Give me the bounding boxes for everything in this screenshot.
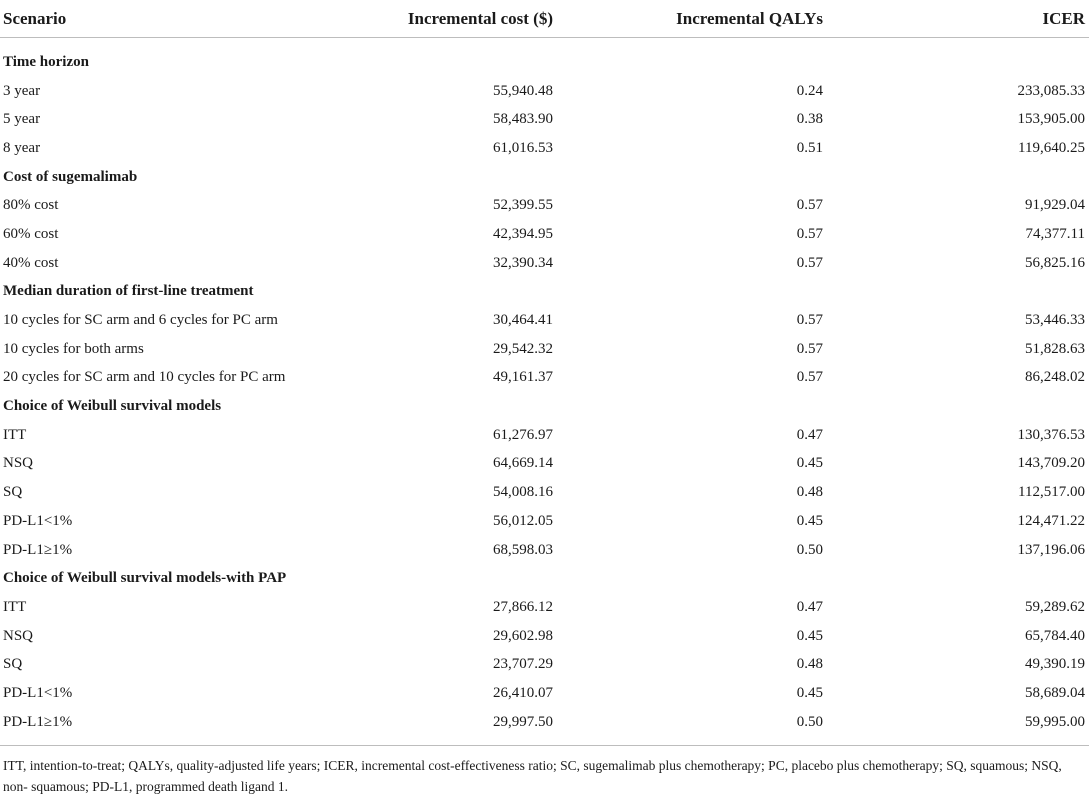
table-row (0, 335, 1089, 364)
cell-scenario: SQ (3, 484, 23, 501)
cell-icer: 59,289.62 (1025, 598, 1085, 615)
cell-incremental-cost: 58,483.90 (493, 111, 553, 128)
cell-incremental-qalys: 0.51 (796, 139, 823, 156)
cell-scenario: NSQ (3, 627, 34, 644)
cell-incremental-qalys: 0.45 (796, 684, 823, 701)
cell-scenario: ITT (3, 426, 27, 443)
cell-incremental-qalys: 0.45 (796, 455, 823, 472)
cell-scenario: 8 year (3, 139, 41, 156)
cell-incremental-qalys: 0.47 (796, 598, 823, 615)
cell-scenario: 10 cycles for SC arm and 6 cycles for PC arm (3, 312, 278, 329)
cell-scenario: ITT (3, 598, 27, 615)
cell-scenario: 10 cycles for both arms (3, 340, 144, 357)
cell-scenario: PD-L1<1% (3, 684, 73, 701)
cell-incremental-qalys: 0.57 (796, 197, 823, 214)
table-row (0, 249, 1089, 278)
cell-incremental-qalys: 0.45 (796, 512, 823, 529)
cell-scenario: 80% cost (3, 197, 59, 214)
cell-icer: 112,517.00 (1018, 484, 1085, 501)
cell-incremental-qalys: 0.57 (796, 312, 823, 329)
cell-incremental-cost: 68,598.03 (493, 541, 553, 558)
cell-incremental-qalys: 0.57 (796, 340, 823, 357)
cell-scenario: 60% cost (3, 225, 59, 242)
table-row (0, 191, 1089, 220)
cell-incremental-qalys: 0.24 (796, 82, 823, 99)
table-row (0, 220, 1089, 249)
cell-incremental-cost: 32,390.34 (493, 254, 553, 271)
section-title: Median duration of first-line treatment (3, 283, 254, 300)
cell-incremental-qalys: 0.45 (796, 627, 823, 644)
section-header-row (0, 564, 1089, 593)
section-header-row (0, 38, 1089, 77)
cell-icer: 130,376.53 (1017, 426, 1085, 443)
table-row (0, 306, 1089, 335)
section-title: Choice of Weibull survival models-with PAP (3, 570, 287, 587)
cell-incremental-qalys: 0.57 (796, 369, 823, 386)
table-row (0, 536, 1089, 565)
cell-incremental-cost: 27,866.12 (493, 598, 553, 615)
cell-incremental-cost: 56,012.05 (493, 512, 553, 529)
section-header-row (0, 278, 1089, 307)
cell-icer: 124,471.22 (1017, 512, 1085, 529)
table-row (0, 593, 1089, 622)
cell-icer: 233,085.33 (1017, 82, 1085, 99)
cell-icer: 91,929.04 (1025, 197, 1085, 214)
cell-icer: 56,825.16 (1025, 254, 1085, 271)
section-title: Time horizon (3, 53, 89, 70)
table-row (0, 421, 1089, 450)
cell-icer: 49,390.19 (1025, 656, 1085, 673)
cell-icer: 74,377.11 (1025, 225, 1085, 242)
cell-incremental-cost: 64,669.14 (493, 455, 553, 472)
section-title: Choice of Weibull survival models (3, 398, 222, 415)
table-body (0, 38, 1089, 737)
cell-icer: 59,995.00 (1025, 713, 1085, 730)
table-row (0, 134, 1089, 163)
cell-icer: 86,248.02 (1025, 369, 1085, 386)
table-row (0, 364, 1089, 393)
header-scenario: Scenario (0, 0, 333, 38)
cell-incremental-cost: 54,008.16 (493, 484, 553, 501)
table-row (0, 507, 1089, 536)
table-row (0, 708, 1089, 737)
footnote-divider (0, 745, 1089, 746)
table-row (0, 478, 1089, 507)
cell-incremental-cost: 29,542.32 (493, 340, 553, 357)
cell-incremental-cost: 23,707.29 (493, 656, 553, 673)
header-incremental-cost: Incremental cost ($) (333, 0, 553, 38)
cell-incremental-cost: 29,997.50 (493, 713, 553, 730)
cell-incremental-cost: 61,016.53 (493, 139, 553, 156)
cell-icer: 53,446.33 (1025, 312, 1085, 329)
table-header-row (0, 0, 1089, 38)
section-title: Cost of sugemalimab (3, 168, 138, 185)
table-row (0, 679, 1089, 708)
cell-scenario: PD-L1≥1% (3, 713, 73, 730)
cell-icer: 119,640.25 (1018, 139, 1085, 156)
cell-incremental-qalys: 0.57 (796, 225, 823, 242)
section-header-row (0, 163, 1089, 192)
cell-incremental-cost: 26,410.07 (493, 684, 553, 701)
cell-scenario: NSQ (3, 455, 34, 472)
cell-scenario: 5 year (3, 111, 41, 128)
cell-incremental-qalys: 0.47 (796, 426, 823, 443)
cell-icer: 58,689.04 (1025, 684, 1085, 701)
table-row (0, 622, 1089, 651)
cell-incremental-qalys: 0.48 (796, 484, 823, 501)
cell-incremental-qalys: 0.48 (796, 656, 823, 673)
cell-icer: 153,905.00 (1017, 111, 1085, 128)
table-footnote: ITT, intention-to-treat; QALYs, quality-adjusted life years; ICER, incremental cost-effectiveness ratio; SC, sugemalimab plus chemotherapy; PC, placebo plus chemotherapy; SQ, squamous; NSQ, non- squamous; PD-L1, programmed death ligand 1. (3, 758, 1062, 794)
cell-incremental-cost: 52,399.55 (493, 197, 553, 214)
cell-icer: 137,196.06 (1017, 541, 1085, 558)
table-row (0, 650, 1089, 679)
cell-icer: 143,709.20 (1017, 455, 1085, 472)
cell-incremental-cost: 42,394.95 (493, 225, 553, 242)
cell-incremental-cost: 30,464.41 (493, 312, 553, 329)
cell-incremental-cost: 49,161.37 (493, 369, 553, 386)
cell-incremental-cost: 55,940.48 (493, 82, 553, 99)
cell-incremental-qalys: 0.38 (796, 111, 823, 128)
cell-scenario: SQ (3, 656, 23, 673)
cell-scenario: PD-L1<1% (3, 512, 73, 529)
section-header-row (0, 392, 1089, 421)
table-row (0, 105, 1089, 134)
cell-incremental-qalys: 0.50 (796, 713, 823, 730)
header-incremental-qalys: Incremental QALYs (553, 0, 823, 38)
cell-scenario: 20 cycles for SC arm and 10 cycles for PC arm (3, 369, 286, 386)
header-icer: ICER (823, 0, 1089, 38)
cell-scenario: 3 year (3, 82, 41, 99)
cell-incremental-qalys: 0.57 (796, 254, 823, 271)
table-row (0, 77, 1089, 106)
cell-icer: 51,828.63 (1025, 340, 1085, 357)
table-row (0, 450, 1089, 479)
cell-incremental-cost: 61,276.97 (493, 426, 553, 443)
cell-incremental-qalys: 0.50 (796, 541, 823, 558)
cell-scenario: PD-L1≥1% (3, 541, 73, 558)
cell-incremental-cost: 29,602.98 (493, 627, 553, 644)
cell-icer: 65,784.40 (1025, 627, 1085, 644)
cell-scenario: 40% cost (3, 254, 59, 271)
